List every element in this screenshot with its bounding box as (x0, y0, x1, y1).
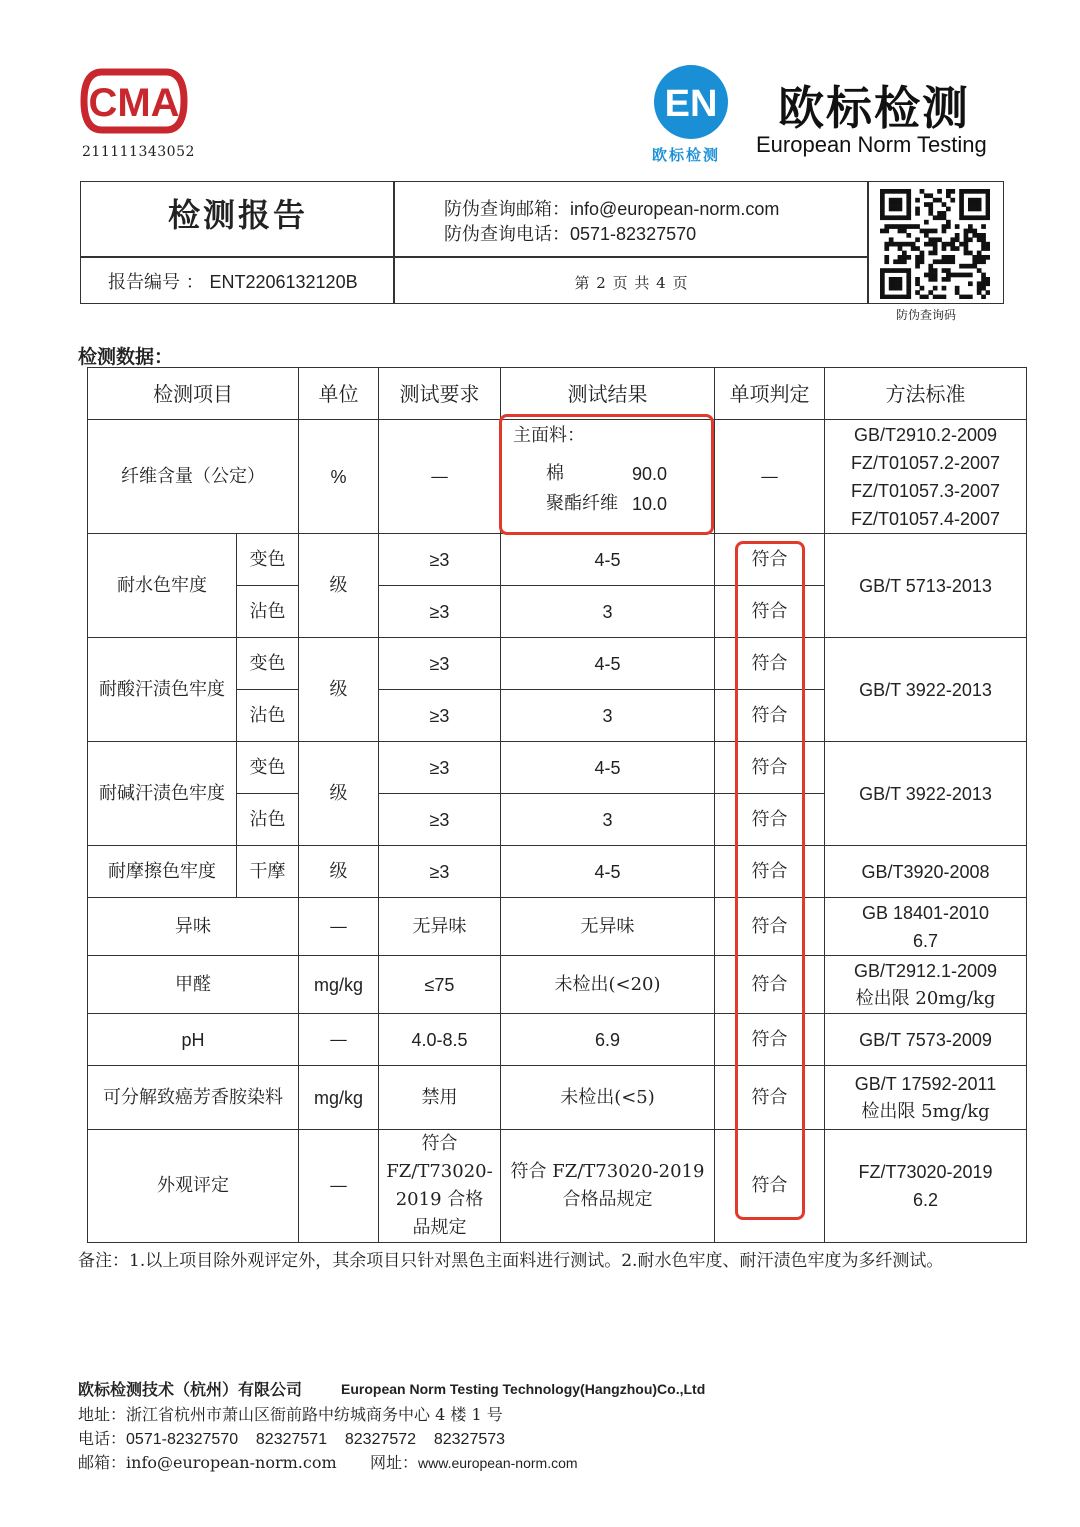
appearance-result (501, 1130, 715, 1243)
azo-judge: 符合 (715, 1066, 825, 1130)
alkali-result-2: 3 (501, 794, 715, 846)
header-result: 测试结果 (501, 368, 715, 420)
azo-result: 未检出(<5) (501, 1066, 715, 1130)
report-number-label: 报告编号 ： (108, 272, 204, 293)
cma-number: 211111343052 (82, 144, 195, 160)
acid-result-1: 4-5 (501, 638, 715, 690)
table-header-row (88, 368, 1027, 420)
report-number (108, 268, 358, 294)
water-item: 耐水色牢度 (88, 534, 237, 638)
rub-judge: 符合 (715, 846, 825, 898)
ph-req: 4.0-8.5 (379, 1014, 501, 1066)
qr-label: 防伪查询码 (896, 308, 957, 322)
table-row-formaldehyde (88, 956, 1027, 1014)
header-requirement: 测试要求 (379, 368, 501, 420)
alkali-req-1: ≥3 (379, 742, 501, 794)
azo-item: 可分解致癌芳香胺染料 (88, 1066, 299, 1130)
water-result-1: 4-5 (501, 534, 715, 586)
alkali-sub-1: 变色 (237, 742, 299, 794)
appearance-req-2: FZ/T73020- (386, 1161, 493, 1182)
appearance-standard-2: 6.2 (912, 1190, 939, 1210)
water-standard: GB/T 5713-2013 (825, 534, 1027, 638)
appearance-req (379, 1130, 501, 1243)
footer-phone-label: 电话： (78, 1429, 127, 1448)
formaldehyde-req: ≤75 (379, 956, 501, 1014)
odor-standard (825, 898, 1027, 956)
footer-website (370, 1450, 578, 1473)
alkali-judge-1: 符合 (715, 742, 825, 794)
report-number-value: ENT2206132120B (209, 272, 358, 292)
odor-req: 无异味 (379, 898, 501, 956)
footer-phone (78, 1426, 505, 1449)
fiber-result-title: 主面料： (513, 425, 585, 446)
footer-address (78, 1402, 503, 1425)
table-row-azo (88, 1066, 1027, 1130)
odor-unit: — (299, 898, 379, 956)
section-title: 检测数据： (78, 346, 174, 368)
water-judge-1: 符合 (715, 534, 825, 586)
ph-item: pH (88, 1014, 299, 1066)
table-row-ph (88, 1014, 1027, 1066)
fiber-standard-2: FZ/T01057.2-2007 (850, 452, 1001, 473)
brand-name-cn: 欧标检测 (778, 81, 970, 135)
ph-judge: 符合 (715, 1014, 825, 1066)
anti-fake-phone (444, 220, 696, 246)
footer-email-label: 邮箱： (78, 1453, 127, 1472)
appearance-req-3: 2019 合格 (395, 1189, 484, 1210)
header-item: 检测项目 (88, 368, 299, 420)
cma-logo (80, 66, 188, 136)
odor-standard-1: GB 18401-2010 (861, 902, 990, 923)
odor-judge: 符合 (715, 898, 825, 956)
azo-standard-2: 检出限 5mg/kg (861, 1100, 990, 1122)
fiber-standard-1: GB/T2910.2-2009 (853, 424, 998, 445)
en-logo (652, 64, 730, 142)
fiber-result-1-name: 棉 (546, 463, 564, 484)
en-logo-text: EN (664, 83, 718, 125)
acid-standard: GB/T 3922-2013 (825, 638, 1027, 742)
header-unit: 单位 (299, 368, 379, 420)
header-judgement: 单项判定 (715, 368, 825, 420)
footer-address-label: 地址： (78, 1405, 127, 1424)
water-result-2: 3 (501, 586, 715, 638)
acid-req-2: ≥3 (379, 690, 501, 742)
acid-judge-1: 符合 (715, 638, 825, 690)
formaldehyde-standard (825, 956, 1027, 1014)
anti-fake-phone-value: 0571-82327570 (570, 224, 697, 244)
cma-logo-text: CMA (88, 81, 180, 125)
formaldehyde-judge: 符合 (715, 956, 825, 1014)
page-info: 第 2 页 共 4 页 (574, 274, 689, 292)
formaldehyde-standard-1: GB/T2912.1-2009 (853, 960, 998, 981)
acid-sub-2: 沾色 (237, 690, 299, 742)
acid-judge-2: 符合 (715, 690, 825, 742)
anti-fake-email (444, 195, 779, 221)
rub-result: 4-5 (501, 846, 715, 898)
appearance-judge: 符合 (715, 1130, 825, 1243)
acid-result-2: 3 (501, 690, 715, 742)
footer-email (78, 1450, 337, 1473)
fiber-judgement: — (715, 420, 825, 534)
notes: 备注：1.以上项目除外观评定外，其余项目只针对黑色主面料进行测试。2.耐水色牢度、耐汗渍色牢度为多纤测试。 (78, 1251, 944, 1271)
rub-unit: 级 (299, 846, 379, 898)
appearance-result-2: 合格品规定 (562, 1189, 653, 1210)
fiber-unit: % (299, 420, 379, 534)
fiber-requirement: — (379, 420, 501, 534)
water-req-1: ≥3 (379, 534, 501, 586)
footer-company-cn: 欧标检测技术（杭州）有限公司 (78, 1380, 303, 1399)
table-row-acid-1 (88, 638, 1027, 690)
highlight-fiber-result (499, 414, 714, 535)
appearance-item: 外观评定 (88, 1130, 299, 1243)
appearance-result-1: 符合 FZ/T73020-2019 (510, 1161, 705, 1182)
footer-web-value[interactable]: www.european-norm.com (418, 1455, 578, 1471)
formaldehyde-item: 甲醛 (88, 956, 299, 1014)
en-logo-subtitle: 欧标检测 (652, 146, 721, 164)
alkali-result-1: 4-5 (501, 742, 715, 794)
anti-fake-phone-label: 防伪查询电话： (444, 224, 570, 245)
water-sub-2: 沾色 (237, 586, 299, 638)
appearance-standard-1: FZ/T73020-2019 (858, 1162, 993, 1182)
anti-fake-email-label: 防伪查询邮箱： (444, 199, 570, 220)
alkali-unit: 级 (299, 742, 379, 846)
rub-sub: 干摩 (237, 846, 299, 898)
azo-req: 禁用 (379, 1066, 501, 1130)
fiber-result-1-value: 90.0 (632, 464, 668, 484)
acid-sub-1: 变色 (237, 638, 299, 690)
alkali-standard: GB/T 3922-2013 (825, 742, 1027, 846)
alkali-sub-2: 沾色 (237, 794, 299, 846)
ph-unit: — (299, 1014, 379, 1066)
acid-req-1: ≥3 (379, 638, 501, 690)
water-sub-1: 变色 (237, 534, 299, 586)
qr-code-icon[interactable] (880, 189, 990, 299)
ph-result: 6.9 (501, 1014, 715, 1066)
footer-phone-values: 0571-82327570 82327571 82327572 82327573 (126, 1431, 506, 1448)
rub-req: ≥3 (379, 846, 501, 898)
rub-item: 耐摩擦色牢度 (88, 846, 237, 898)
table-row-water-1 (88, 534, 1027, 586)
anti-fake-email-value[interactable]: info@european-norm.com (570, 199, 780, 219)
alkali-judge-2: 符合 (715, 794, 825, 846)
footer-company-en: European Norm Testing Technology(Hangzhou)Co.,Ltd (341, 1381, 706, 1397)
footer-email-value[interactable]: info@european-norm.com (126, 1453, 337, 1472)
water-req-2: ≥3 (379, 586, 501, 638)
ph-standard: GB/T 7573-2009 (825, 1014, 1027, 1066)
fiber-result-2-name: 聚酯纤维 (546, 493, 618, 514)
brand-name-en: European Norm Testing (756, 132, 987, 157)
alkali-item: 耐碱汗渍色牢度 (88, 742, 237, 846)
alkali-req-2: ≥3 (379, 794, 501, 846)
table-row-rub (88, 846, 1027, 898)
acid-unit: 级 (299, 638, 379, 742)
odor-result: 无异味 (501, 898, 715, 956)
water-unit: 级 (299, 534, 379, 638)
odor-item: 异味 (88, 898, 299, 956)
appearance-standard (825, 1130, 1027, 1243)
table-row-alkali-1 (88, 742, 1027, 794)
header-standard: 方法标准 (825, 368, 1027, 420)
formaldehyde-standard-2: 检出限 20mg/kg (855, 987, 996, 1009)
water-judge-2: 符合 (715, 586, 825, 638)
fiber-standard-4: FZ/T01057.4-2007 (850, 508, 1001, 529)
rub-standard: GB/T3920-2008 (825, 846, 1027, 898)
formaldehyde-unit: mg/kg (299, 956, 379, 1014)
appearance-req-1: 符合 (421, 1133, 458, 1154)
azo-unit: mg/kg (299, 1066, 379, 1130)
appearance-req-4: 品规定 (412, 1217, 467, 1238)
azo-standard (825, 1066, 1027, 1130)
table-row-odor (88, 898, 1027, 956)
formaldehyde-result: 未检出(<20) (501, 956, 715, 1014)
table-row-appearance (88, 1130, 1027, 1243)
fiber-result-2-value: 10.0 (632, 494, 668, 514)
fiber-standard-3: FZ/T01057.3-2007 (850, 480, 1001, 501)
appearance-unit: — (299, 1130, 379, 1243)
fiber-standards (825, 420, 1027, 534)
report-title: 检测报告 (167, 196, 308, 234)
highlight-judgement-column (735, 541, 805, 1220)
azo-standard-1: GB/T 17592-2011 (854, 1073, 997, 1094)
footer-web-label: 网址： (370, 1453, 419, 1472)
footer-address-value: 浙江省杭州市萧山区衙前路中纺城商务中心 4 楼 1 号 (126, 1405, 503, 1424)
odor-standard-2: 6.7 (912, 930, 939, 951)
fiber-item: 纤维含量（公定） (88, 420, 299, 534)
acid-item: 耐酸汗渍色牢度 (88, 638, 237, 742)
